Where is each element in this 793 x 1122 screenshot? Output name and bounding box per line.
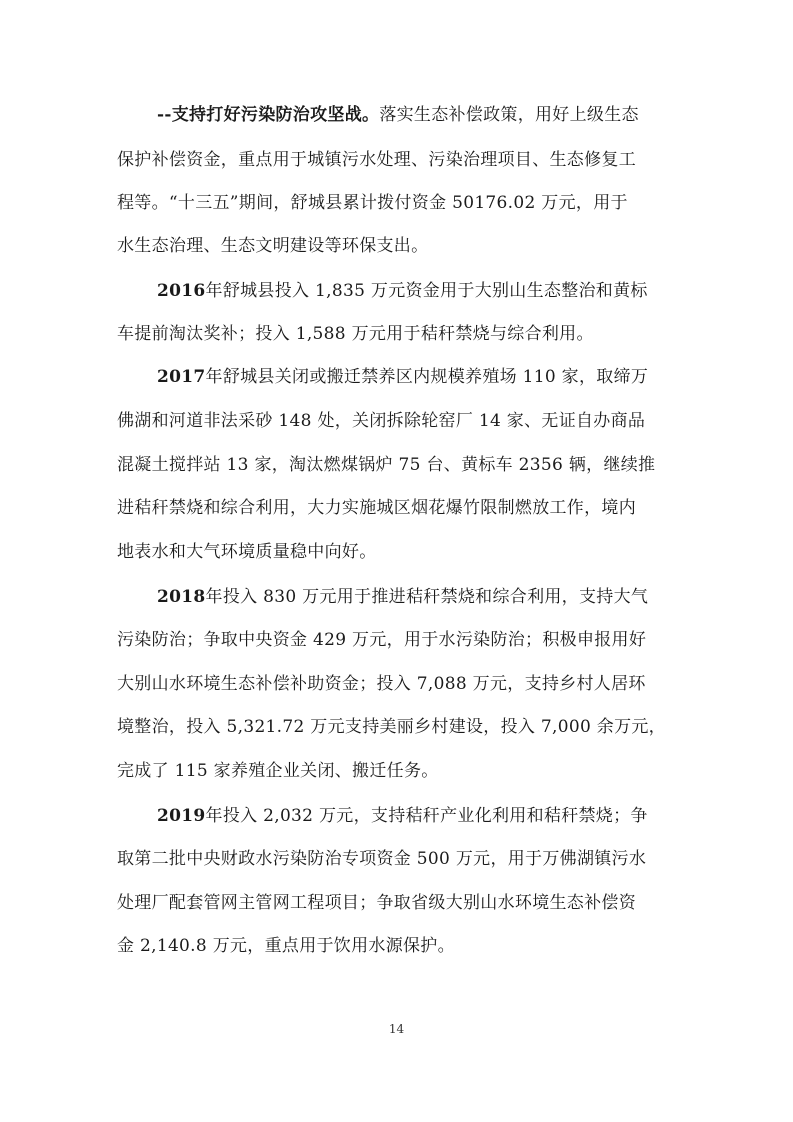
- paragraph-3-text: 年舒城县关闭或搬迁禁养区内规模养殖场 110 家，取缔万: [205, 367, 649, 387]
- paragraph-5-line-3: 处理厂配套管网主管网工程项目；争取省级大别山水环境生态补偿资: [117, 893, 636, 913]
- paragraph-2-line-1: [157, 280, 648, 302]
- paragraph-4-line-4: 境整治，投入 5,321.72 万元支持美丽乡村建设，投入 7,000 余万元，: [117, 717, 666, 737]
- paragraph-5-lead: 2019: [157, 806, 206, 826]
- paragraph-2-line-2: 车提前淘汰奖补；投入 1,588 万元用于秸秆禁烧与综合利用。: [117, 324, 594, 344]
- paragraph-3-line-3: 混凝土搅拌站 13 家，淘汰燃煤锅炉 75 台、黄标车 2356 辆，继续推: [117, 455, 656, 475]
- paragraph-2-lead: 2016: [157, 281, 206, 301]
- paragraph-3-line-1: [157, 366, 648, 388]
- paragraph-5-text: 年投入 2,032 万元，支持秸秆产业化利用和秸秆禁烧；争: [205, 806, 648, 826]
- paragraph-1-line-4: 水生态治理、生态文明建设等环保支出。: [117, 236, 429, 256]
- paragraph-4-line-5: 完成了 115 家养殖企业关闭、搬迁任务。: [117, 761, 439, 781]
- paragraph-4-text: 年投入 830 万元用于推进秸秆禁烧和综合利用，支持大气: [205, 587, 649, 607]
- paragraph-5-line-1: [157, 805, 648, 827]
- paragraph-1-lead: --支持打好污染防治攻坚战。: [157, 105, 380, 125]
- paragraph-5-line-4: 金 2,140.8 万元，重点用于饮用水源保护。: [117, 936, 455, 956]
- paragraph-4-line-2: 污染防治；争取中央资金 429 万元，用于水污染防治；积极申报用好: [117, 630, 647, 650]
- paragraph-3-line-2: 佛湖和河道非法采砂 148 处，关闭拆除轮窑厂 14 家、无证自办商品: [117, 411, 646, 431]
- paragraph-1-line-1: [157, 104, 639, 126]
- paragraph-2-text: 年舒城县投入 1,835 万元资金用于大别山生态整治和黄标: [205, 281, 648, 301]
- paragraph-3-line-5: 地表水和大气环境质量稳中向好。: [117, 542, 377, 562]
- paragraph-1-text: 落实生态补偿政策，用好上级生态: [379, 105, 639, 125]
- paragraph-1-line-2: 保护补偿资金，重点用于城镇污水处理、污染治理项目、生态修复工: [117, 150, 636, 170]
- paragraph-4-line-1: [157, 586, 648, 608]
- paragraph-4-line-3: 大别山水环境生态补偿补助资金；投入 7,088 万元，支持乡村人居环: [117, 674, 646, 694]
- paragraph-5-line-2: 取第二批中央财政水污染防治专项资金 500 万元，用于万佛湖镇污水: [117, 849, 647, 869]
- paragraph-1-line-3: 程等。“十三五”期间，舒城县累计拨付资金 50176.02 万元，用于: [117, 193, 628, 213]
- page-number: 14: [388, 1022, 405, 1036]
- paragraph-3-line-4: 进秸秆禁烧和综合利用，大力实施城区烟花爆竹限制燃放工作，境内: [117, 498, 636, 518]
- paragraph-4-lead: 2018: [157, 587, 206, 607]
- paragraph-3-lead: 2017: [157, 367, 206, 387]
